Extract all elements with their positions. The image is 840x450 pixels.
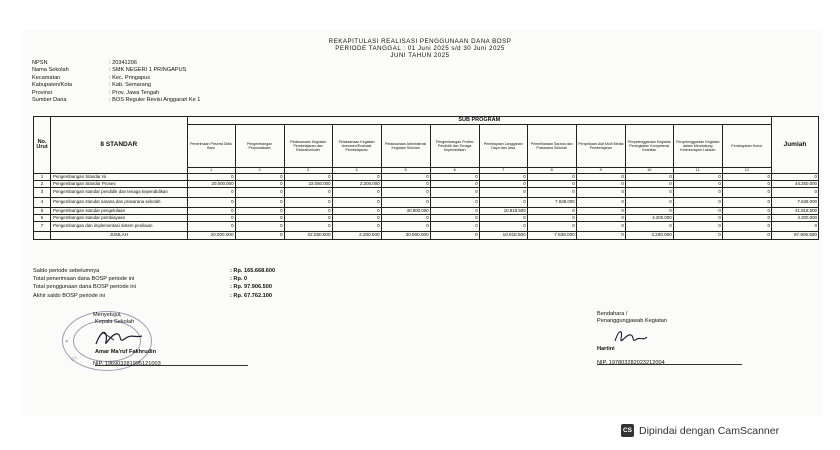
row-total: 41.818.500 — [771, 208, 818, 215]
amount-cell: 0 — [625, 188, 673, 198]
jumlah-header: Jumlah — [771, 117, 818, 174]
amount-cell: 0 — [430, 208, 479, 215]
approval-label: Menyetujui, — [93, 312, 122, 318]
standard-name: Pengembangan standar pembiayaan — [51, 215, 187, 222]
amount-cell: 0 — [576, 188, 625, 198]
total-amount-cell: 2.200.000 — [332, 232, 381, 240]
amount-cell: 0 — [381, 198, 430, 208]
total-amount-cell: 0 — [576, 232, 625, 240]
amount-cell: 0 — [430, 188, 479, 198]
column-number: 7 — [479, 168, 527, 174]
report-month: JUNI TAHUN 2025 — [390, 52, 450, 59]
total-amount-cell: 22.050.000 — [284, 232, 332, 240]
amount-cell: 0 — [576, 181, 625, 188]
total-amount-cell: 20.000.000 — [187, 232, 235, 240]
treasurer-signature — [611, 325, 651, 347]
standard-name: Pengembangan dan implementasi sistem penilaian — [51, 222, 187, 232]
report-title: REKAPITULASI REALISASI PENGGUNAAN DANA BOSP — [328, 38, 512, 45]
amount-cell: 0 — [430, 222, 479, 232]
subprogram-header: Pelaksanaan Administrasi Kegiatan Sekolah — [381, 125, 430, 168]
amount-cell: 0 — [381, 188, 430, 198]
subprogram-header: Pelaksanaan Kegiatan Pembelajaran dan Ekstrakurikuler — [284, 125, 332, 168]
subprogram-header: Pengembangan Perpustakaan — [235, 125, 284, 168]
row-number: 5 — [34, 208, 51, 215]
standard-name: Pengembangan Standar Isi — [51, 174, 187, 181]
amount-cell: 0 — [284, 174, 332, 181]
amount-cell: 0 — [381, 181, 430, 188]
subprogram-header: Pelaksanaan Kegiatan Asesmen/Evaluasi Pembelajaran — [332, 125, 381, 168]
summary-row: Saldo periode sebelumnya : Rp. 165.668.600 — [33, 268, 276, 274]
column-number: 2 — [235, 168, 284, 174]
table-row — [34, 181, 819, 188]
column-number: 11 — [673, 168, 722, 174]
amount-cell: 0 — [187, 198, 235, 208]
grand-total: 97.906.500 — [771, 232, 818, 240]
subprogram-header: Penyediaan Alat Multi Media Pembelajaran — [576, 125, 625, 168]
column-number: 5 — [381, 168, 430, 174]
subprogram-header: Pembayaran Honor — [722, 125, 771, 168]
amount-cell: 0 — [381, 174, 430, 181]
amount-cell: 0 — [722, 198, 771, 208]
amount-cell: 4.200.000 — [625, 215, 673, 222]
info-row: Sumber Dana : BOS Reguler Revisi Anggaran Ke 1 — [32, 97, 201, 104]
column-number: 10 — [625, 168, 673, 174]
amount-cell: 0 — [332, 198, 381, 208]
total-amount-cell: 30.900.000 — [381, 232, 430, 240]
amount-cell: 0 — [332, 215, 381, 222]
row-total: 4.200.000 — [771, 215, 818, 222]
amount-cell: 0 — [284, 188, 332, 198]
total-amount-cell: 4.200.000 — [625, 232, 673, 240]
table-row — [34, 215, 819, 222]
amount-cell: 0 — [673, 222, 722, 232]
amount-cell: 0 — [235, 198, 284, 208]
total-amount-cell: 0 — [673, 232, 722, 240]
amount-cell: 0 — [235, 222, 284, 232]
amount-cell: 0 — [673, 174, 722, 181]
column-number: 8 — [527, 168, 576, 174]
summary-row: Akhir saldo BOSP periode ini : Rp. 67.762.100 — [33, 292, 272, 299]
sub-program-header: SUB PROGRAM — [187, 117, 771, 125]
standard-name: Pengembangan standar pendidik dan tenaga kependidikan — [51, 188, 187, 198]
amount-cell: 0 — [479, 188, 527, 198]
balance-summary — [33, 267, 275, 300]
subprogram-header: Pengembangan Profesi Pendidik dan Tenaga Kependidikan — [430, 125, 479, 168]
amount-cell: 0 — [284, 208, 332, 215]
amount-cell: 22.050.000 — [284, 181, 332, 188]
column-number: 6 — [430, 168, 479, 174]
table-row — [34, 208, 819, 215]
table-row — [34, 188, 819, 198]
amount-cell: 0 — [673, 215, 722, 222]
info-row: Kecamatan : Kec. Pringapus — [32, 74, 151, 81]
row-number: 4 — [34, 198, 51, 208]
amount-cell: 10.918.500 — [479, 208, 527, 215]
column-number: 3 — [284, 168, 332, 174]
amount-cell: 0 — [235, 215, 284, 222]
amount-cell: 0 — [722, 181, 771, 188]
amount-cell: 0 — [381, 222, 430, 232]
row-number: 3 — [34, 188, 51, 198]
amount-cell: 0 — [479, 198, 527, 208]
amount-cell: 0 — [332, 208, 381, 215]
no-urut-header: No. Urut — [34, 117, 51, 174]
amount-cell: 2.200.000 — [332, 181, 381, 188]
subprogram-header: Penyelenggaraan Kegiatan dalam Mendukung Keterserapan Lulusan — [673, 125, 722, 168]
total-amount-cell: 0 — [235, 232, 284, 240]
row-number: 7 — [34, 222, 51, 232]
amount-cell: 0 — [722, 188, 771, 198]
standard-name: Pengembangan standar sarana dan prasarana sekolah — [51, 198, 187, 208]
standard-name: Pengembangan standar pengelolaan — [51, 208, 187, 215]
amount-cell: 0 — [576, 222, 625, 232]
amount-cell: 30.900.000 — [381, 208, 430, 215]
amount-cell: 0 — [187, 215, 235, 222]
table-row — [34, 222, 819, 232]
amount-cell: 0 — [430, 174, 479, 181]
row-total: 44.250.000 — [771, 181, 818, 188]
amount-cell: 0 — [527, 208, 576, 215]
subprogram-header: Penyelenggaraan Kegiatan Peningkatan Kompetensi Keahlian — [625, 125, 673, 168]
amount-cell: 20.000.000 — [187, 181, 235, 188]
amount-cell: 0 — [479, 174, 527, 181]
treasurer-name: Hartini — [597, 346, 615, 352]
amount-cell: 0 — [479, 215, 527, 222]
amount-cell: 0 — [625, 198, 673, 208]
camscanner-label: Dipindai dengan CamScanner — [639, 424, 780, 437]
amount-cell: 0 — [625, 174, 673, 181]
summary-row: Total penerimaan dana BOSP periode ini : Rp. 0 — [33, 276, 248, 283]
amount-cell: 0 — [381, 215, 430, 222]
school-stamp: ✦ DI — [62, 311, 152, 371]
amount-cell: 0 — [187, 174, 235, 181]
headmaster-signature — [88, 326, 148, 350]
row-number: 1 — [34, 174, 51, 181]
amount-cell: 0 — [479, 222, 527, 232]
amount-cell: 0 — [235, 174, 284, 181]
amount-cell: 0 — [722, 222, 771, 232]
amount-cell: 0 — [332, 188, 381, 198]
amount-cell: 0 — [673, 208, 722, 215]
info-row: NPSN : 20341206 — [32, 60, 137, 66]
summary-row: Total penggunaan dana BOSP periode ini : Rp. 97.906.500 — [33, 284, 272, 291]
amount-cell: 0 — [235, 208, 284, 215]
amount-cell: 0 — [625, 181, 673, 188]
subprogram-header: Pemeliharaan Sarana dan Prasarana Sekolah — [527, 125, 576, 168]
camscanner-watermark — [621, 424, 779, 437]
amount-cell: 0 — [722, 208, 771, 215]
treasurer-title: Penanggungjawab Kegiatan — [597, 318, 667, 324]
amount-cell: 0 — [527, 188, 576, 198]
info-row: Nama Sekolah : SMK NEGERI 1 PRINGAPUS — [32, 67, 187, 74]
treasurer-label: Bendahara / — [597, 311, 628, 317]
headmaster-name: Amar Ma'ruf Fakhrudin — [95, 349, 157, 355]
total-amount-cell: 10.918.500 — [479, 232, 527, 240]
amount-cell: 0 — [722, 215, 771, 222]
amount-cell: 0 — [673, 188, 722, 198]
signature-line — [95, 365, 248, 366]
row-total: 7.638.000 — [771, 198, 818, 208]
amount-cell: 0 — [284, 215, 332, 222]
amount-cell: 0 — [527, 181, 576, 188]
info-row: Provinsi : Prov. Jawa Tengah — [32, 89, 160, 96]
amount-cell: 0 — [527, 174, 576, 181]
amount-cell: 7.638.000 — [527, 198, 576, 208]
table-row — [34, 198, 819, 208]
amount-cell: 0 — [332, 174, 381, 181]
treasurer-signature-block — [597, 311, 667, 367]
total-label: JUMLAH — [51, 232, 187, 240]
amount-cell: 0 — [430, 181, 479, 188]
amount-cell: 0 — [527, 215, 576, 222]
standar-header: 8 STANDAR — [51, 117, 187, 174]
amount-cell: 0 — [187, 222, 235, 232]
amount-cell: 0 — [187, 188, 235, 198]
headmaster-nip: NIP. 196903281995121003 — [93, 361, 161, 367]
total-row — [34, 232, 819, 240]
amount-cell: 0 — [235, 181, 284, 188]
bosp-recap-table — [33, 116, 819, 240]
column-number: 9 — [576, 168, 625, 174]
amount-cell: 0 — [187, 208, 235, 215]
treasurer-nip: NIP. 197803282023212004 — [597, 360, 665, 366]
amount-cell: 0 — [576, 174, 625, 181]
amount-cell: 0 — [625, 222, 673, 232]
amount-cell: 0 — [332, 222, 381, 232]
amount-cell: 0 — [284, 222, 332, 232]
amount-cell: 0 — [430, 215, 479, 222]
row-total: 0 — [771, 174, 818, 181]
amount-cell: 0 — [576, 208, 625, 215]
amount-cell: 0 — [673, 181, 722, 188]
column-number: 4 — [332, 168, 381, 174]
amount-cell: 0 — [576, 215, 625, 222]
total-amount-cell: 7.638.000 — [527, 232, 576, 240]
amount-cell: 0 — [235, 188, 284, 198]
signature-line — [597, 364, 742, 365]
camscanner-logo-icon: CS — [621, 424, 634, 437]
info-row: Kabupaten/Kota : Kab. Semarang — [32, 82, 151, 89]
amount-cell: 0 — [576, 198, 625, 208]
headmaster-title: Kepala Sekolah — [95, 319, 135, 325]
column-number: 1 — [187, 168, 235, 174]
total-amount-cell: 0 — [430, 232, 479, 240]
report-period: PERIODE TANGGAL : 01 Juni 2025 s/d 30 Juni 2025 — [335, 45, 505, 52]
headmaster-signature-block — [60, 312, 161, 368]
column-number: 12 — [722, 168, 771, 174]
standard-name: Pengembangan Standar Proses — [51, 181, 187, 188]
amount-cell: 0 — [284, 198, 332, 208]
row-total: 0 — [771, 222, 818, 232]
row-number: 6 — [34, 215, 51, 222]
table-row — [34, 174, 819, 181]
amount-cell: 0 — [722, 174, 771, 181]
school-info — [32, 60, 200, 104]
subprogram-header: Pembiayaan Langganan Daya dan Jasa — [479, 125, 527, 168]
amount-cell: 0 — [479, 181, 527, 188]
amount-cell: 0 — [625, 208, 673, 215]
total-amount-cell: 0 — [722, 232, 771, 240]
amount-cell: 0 — [673, 198, 722, 208]
amount-cell: 0 — [527, 222, 576, 232]
subprogram-header: Penerimaan Peserta Didik Baru — [187, 125, 235, 168]
amount-cell: 0 — [430, 198, 479, 208]
row-total: 0 — [771, 188, 818, 198]
row-number: 2 — [34, 181, 51, 188]
